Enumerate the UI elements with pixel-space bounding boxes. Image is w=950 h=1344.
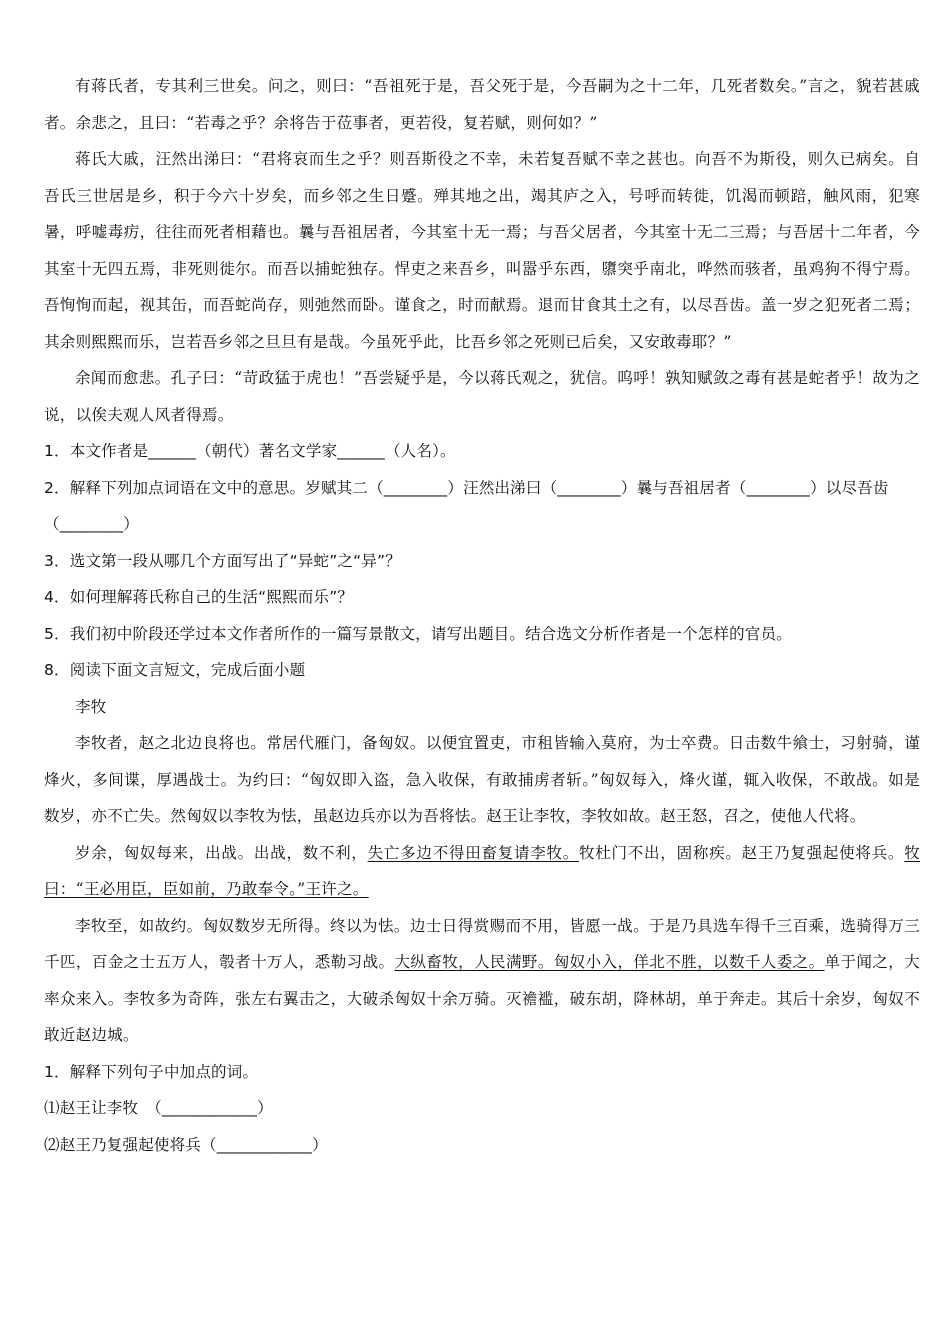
section-8-item-1: ⑴赵王让李牧 （____________） [44,1099,273,1117]
underlined-sentence-2: 牧曰：“王必用臣，臣如前，乃敢奉令。”王许之。 [44,843,920,898]
passage1-paragraph-2: 蒋氏大戚，汪然出涕曰：“君将哀而生之乎？则吾斯役之不幸，未若复吾赋不幸之甚也。向吾不为斯役，则久已病矣。自吾氏三世居是乡，积于今六十岁矣，而乡邻之生日蹙。殚其地之出，竭其庐之入，号呼而转徙，饥渴而顿踣，触风雨，犯寒暑，呼嘘毒疠，往往而死者相藉也。曩与吾祖居者，今其室十无一焉；与吾父居者，今其室十无二三焉；与吾居十二年者，今其室十无四五焉，非死则徙尔。而吾以捕蛇独存。悍吏之来吾乡，叫嚣乎东西，隳突乎南北，哗然而骇者，虽鸡狗不得宁焉。吾恂恂而起，视其缶，而吾蛇尚存，则弛然而卧。谨食之，时而献焉。退而甘食其土之有，以尽吾齿。盖一岁之犯死者二焉；其余则熙熙而乐，岂若吾乡邻之旦旦有是哉。今虽死乎此，比吾乡邻之死则已后矣，又安敢毒耶？” [44,150,920,351]
question-5: 5．我们初中阶段还学过本文作者所作的一篇写景散文，请写出题目。结合选文分析作者是一个怎样的官员。 [44,624,792,643]
p2-text-before: 岁余，匈奴每来，出战。出战，数不利， [75,843,368,862]
p2-text-after: 牧杜门不出，固称疾。赵王乃复强起使将兵。 [579,843,905,862]
passage2-paragraph-1: 李牧者，赵之北边良将也。常居代雁门，备匈奴。以便宜置吏，市租皆输入莫府，为士卒费。日击数牛飨士，习射骑，谨烽火，多间谍，厚遇战士。为约曰：“匈奴即入盗，急入收保，有敢捕虏者斩。”匈奴每入，烽火谨，辄入收保，不敢战。如是数岁，亦不亡失。然匈奴以李牧为怯，虽赵边兵亦以为吾将怯。赵王让李牧，李牧如故。赵王怒，召之，使他人代将。 [44,734,920,825]
question-3: 3．选文第一段从哪几个方面写出了“异蛇”之“异”？ [44,551,401,570]
section-8-heading: 8．阅读下面文言短文，完成后面小题 [44,661,306,679]
section-8-item-2: ⑵赵王乃复强起使将兵（____________） [44,1135,328,1154]
p3-text-before: 李牧至，如故约。匈奴数岁无所得。终以为怯。边士日得赏赐而不用，皆愿一战。于是乃具选车得千三百乘，选骑得万三千匹，百金之士五万人，彀者十万人，悉勒习战。 [44,916,920,971]
question-4: 4．如何理解蒋氏称自己的生活“熙熙而乐”？ [44,588,354,606]
underlined-sentence-3: 大纵畜牧，人民满野。匈奴小入，佯北不胜，以数千人委之。 [394,953,825,971]
passage2-paragraph-2 [44,835,920,908]
p3-text-after: 单于闻之，大率众来入。李牧多为奇阵，张左右翼击之，大破杀匈奴十余万骑。灭襜褴，破东胡，降林胡，单于奔走。其后十余岁，匈奴不敢近赵边城。 [44,953,920,1044]
passage1-paragraph-1: 有蒋氏者，专其利三世矣。问之，则曰：“吾祖死于是，吾父死于是，今吾嗣为之十二年，几死者数矣。”言之，貌若甚戚者。余悲之，且曰：“若毒之乎？余将告于莅事者，更若役，复若赋，则何如？” [44,77,920,132]
question-1: 1．本文作者是______（朝代）著名文学家______（人名）。 [44,442,456,460]
section-8-question-1: 1．解释下列句子中加点的词。 [44,1062,259,1081]
document-page [44,68,920,1163]
question-2: 2．解释下列加点词语在文中的意思。岁赋其二（________）汪然出涕曰（________）曩与吾祖居者（________）以尽吾齿（________） [44,478,889,533]
passage1-paragraph-3: 余闻而愈悲。孔子曰：“苛政猛于虎也！”吾尝疑乎是，今以蒋氏观之，犹信。呜呼！孰知赋敛之毒有甚是蛇者乎！故为之说，以俟夫观人风者得焉。 [44,369,920,424]
underlined-sentence-1: 失亡多边不得田畜复请李牧。 [367,843,580,862]
passage2-title: 李牧 [75,697,107,716]
passage2-paragraph-3 [44,908,920,1054]
